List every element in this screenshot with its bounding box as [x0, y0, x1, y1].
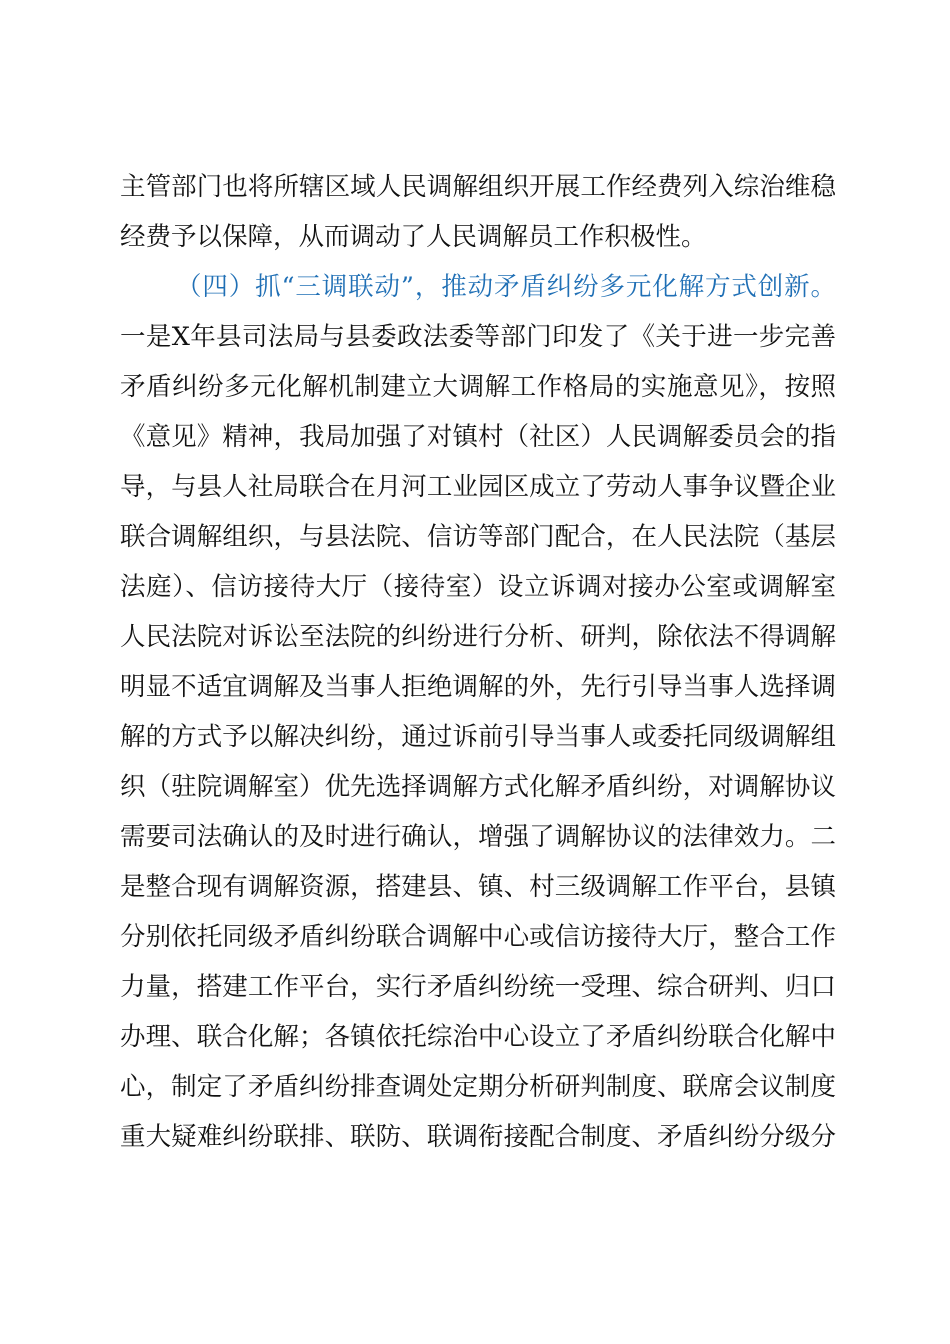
text-line: 一是X年县司法局与县委政法委等部门印发了《关于进一步完善 [120, 322, 836, 352]
text-line: 办理、联合化解；各镇依托综治中心设立了矛盾纠纷联合化解中 [120, 1022, 836, 1052]
section-heading: （四）抓“三调联动”，推动矛盾纠纷多元化解方式创新。 [176, 272, 836, 302]
text-line: 导，与县人社局联合在月河工业园区成立了劳动人事争议暨企业 [120, 472, 836, 502]
text-line: 力量，搭建工作平台，实行矛盾纠纷统一受理、综合研判、归口 [120, 972, 836, 1002]
text-line: 经费予以保障，从而调动了人民调解员工作积极性。 [120, 222, 707, 252]
text-line: 需要司法确认的及时进行确认，增强了调解协议的法律效力。二 [120, 822, 836, 852]
text-line: 主管部门也将所辖区域人民调解组织开展工作经费列入综治维稳 [120, 172, 836, 202]
text-line: 解的方式予以解决纠纷，通过诉前引导当事人或委托同级调解组 [120, 722, 836, 752]
text-line: 是整合现有调解资源，搭建县、镇、村三级调解工作平台，县镇 [120, 872, 836, 902]
text-line: 织（驻院调解室）优先选择调解方式化解矛盾纠纷，对调解协议 [120, 772, 836, 802]
text-line: 《意见》精神，我局加强了对镇村（社区）人民调解委员会的指 [120, 422, 836, 452]
text-line: 明显不适宜调解及当事人拒绝调解的外，先行引导当事人选择调 [120, 672, 836, 702]
text-line: 法庭）、信访接待大厅（接待室）设立诉调对接办公室或调解室 [120, 572, 836, 602]
text-line: 联合调解组织，与县法院、信访等部门配合，在人民法院（基层 [120, 522, 836, 552]
text-line: 人民法院对诉讼至法院的纠纷进行分析、研判，除依法不得调解 [120, 622, 836, 652]
text-line: 重大疑难纠纷联排、联防、联调衔接配合制度、矛盾纠纷分级分 [120, 1122, 836, 1152]
body-text [120, 162, 836, 1162]
text-line: 心，制定了矛盾纠纷排查调处定期分析研判制度、联席会议制度 [120, 1072, 836, 1102]
text-line: 矛盾纠纷多元化解机制建立大调解工作格局的实施意见》，按照 [120, 372, 836, 402]
text-line: 分别依托同级矛盾纠纷联合调解中心或信访接待大厅，整合工作 [120, 922, 836, 952]
